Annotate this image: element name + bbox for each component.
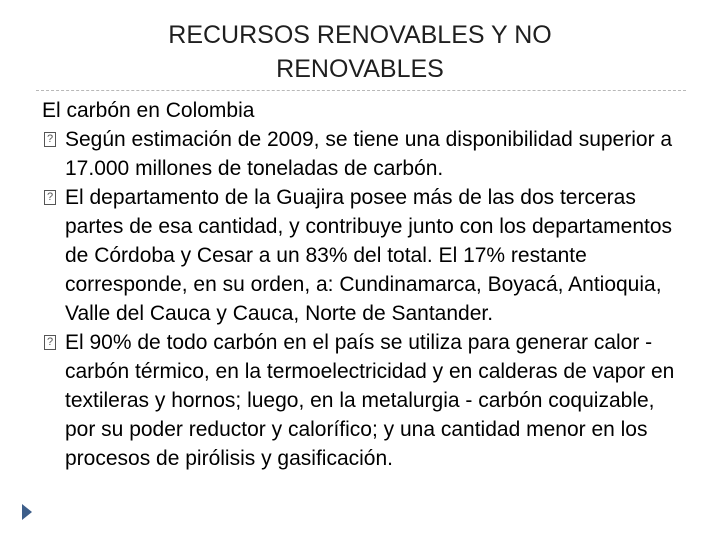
bullet-item <box>40 328 680 473</box>
slide-body <box>40 96 680 473</box>
bullet-list <box>40 125 680 473</box>
title-divider <box>36 90 686 91</box>
bullet-text: El 90% de todo carbón en el país se utiliza para generar calor - carbón térmico, en la termoelectricidad y en calderas de vapor en textileras y hornos; luego, en la metalurgia - carbón coquizable, por su poder reductor y calorífico; y una cantidad menor en los procesos de pirólisis y gasificación. <box>65 331 675 470</box>
bullet-text: El departamento de la Guajira posee más de las dos terceras partes de esa cantidad, y contribuye junto con los departamentos de Córdoba y Cesar a un 83% del total. El 17% restante corresponde, en su orden, a: Cundinamarca, Boyacá, Antioquia, Valle del Cauca y Cauca, Norte de Santander. <box>65 186 673 325</box>
next-slide-arrow-icon[interactable] <box>22 504 32 520</box>
box-bullet-icon: ? <box>44 335 56 350</box>
bullet-text: Según estimación de 2009, se tiene una disponibilidad superior a 17.000 millones de toneladas de carbón. <box>65 128 673 180</box>
box-bullet-icon: ? <box>44 190 56 205</box>
box-bullet-icon: ? <box>44 132 56 147</box>
slide-title: RECURSOS RENOVABLES Y NO RENOVABLES <box>168 21 552 83</box>
bullet-item <box>40 183 680 328</box>
slide-subtitle: El carbón en Colombia <box>42 99 255 122</box>
bullet-item <box>40 125 680 183</box>
